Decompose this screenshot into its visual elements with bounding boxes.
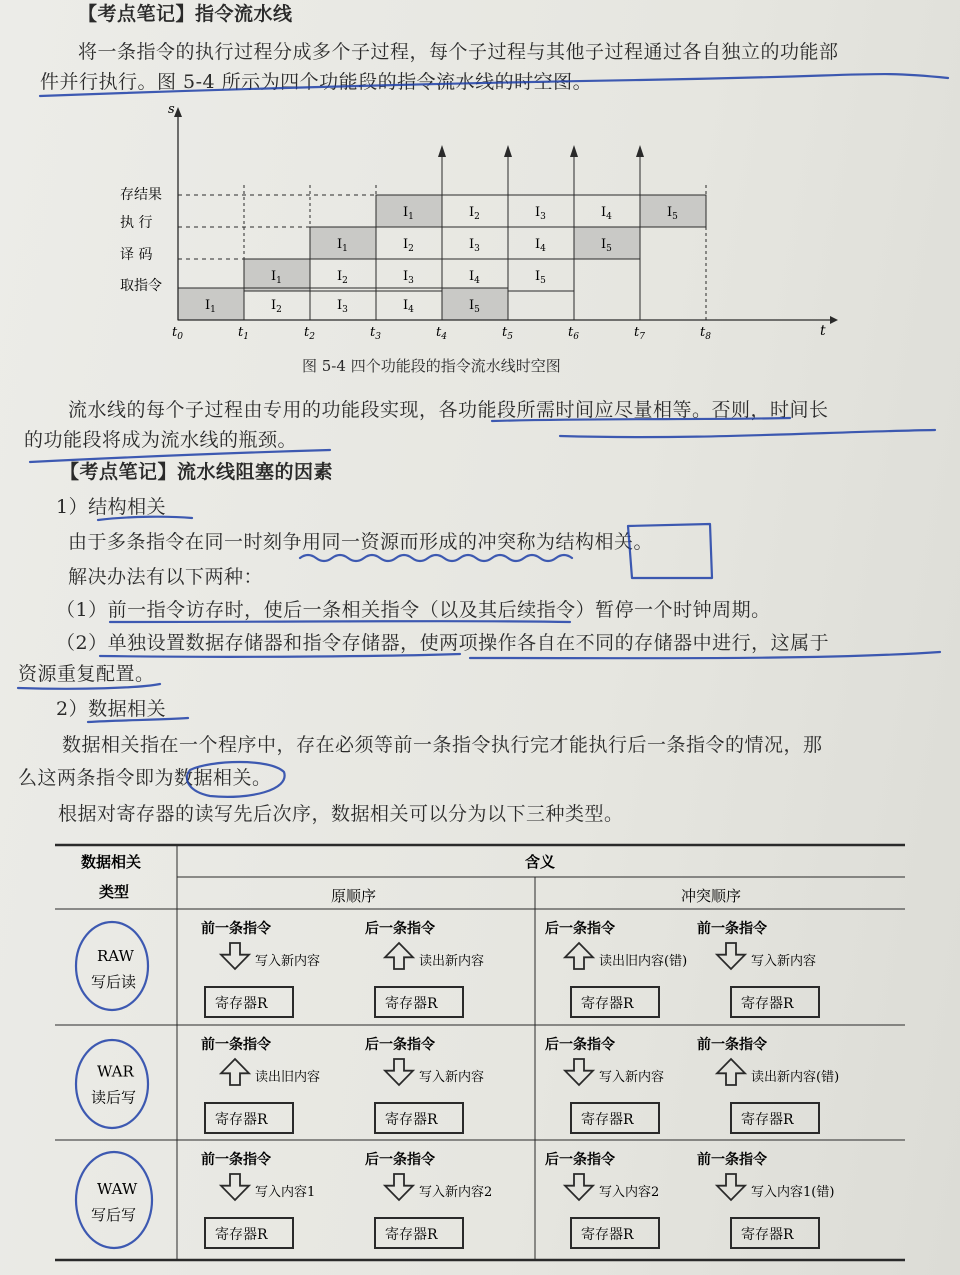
stage-label-2: 译 码 (120, 247, 153, 263)
stage-label-1: 执 行 (120, 215, 153, 231)
cell-label-3-1: $I_2$ (271, 298, 282, 315)
type-name-0: 写后读 (91, 973, 137, 991)
time-tick-t5: $t_5$ (502, 325, 513, 342)
cell-sub-0-1: 2 (474, 212, 480, 222)
cell-sub-0-3: 4 (606, 212, 612, 222)
time-tick-sub-t4: 4 (441, 332, 447, 342)
solution-method-2-line1: （2）单独设置数据存储器和指令存储器，使两项操作各自在不同的存储器中进行，这属于 (56, 632, 830, 654)
cell-label-0-2: $I_3$ (535, 205, 546, 222)
cell-sub-2-1: 2 (342, 276, 348, 286)
type-code-1: WAR (97, 1062, 134, 1081)
cell-label-3-2: $I_3$ (337, 298, 348, 315)
time-tick-sub-t6: 6 (573, 332, 579, 342)
cell-2-1 (310, 259, 376, 291)
arrow-down-orig-2-0 (221, 1174, 249, 1200)
cell-sub-3-4: 5 (474, 305, 480, 315)
time-guide-arrow-t7 (636, 145, 644, 157)
cell-label-0-4: $I_5$ (667, 205, 678, 222)
cell-label-1-3: $I_4$ (535, 237, 546, 254)
cell-label-1-4: $I_5$ (601, 237, 612, 254)
register-label-orig-1-1: 寄存器R (385, 1112, 438, 1128)
wavy-structural-def (300, 555, 572, 561)
register-label-conf-2-0: 寄存器R (581, 1227, 634, 1243)
cell-label-2-3: $I_4$ (469, 269, 480, 286)
cell-3-0 (178, 288, 244, 320)
time-tick-sub-t5: 5 (507, 332, 513, 342)
cell-3-3 (376, 288, 442, 320)
register-label-conf-0-0: 寄存器R (581, 996, 634, 1012)
cell-2-0 (244, 259, 310, 291)
register-label-orig-0-1: 寄存器R (385, 996, 438, 1012)
cell-sub-1-4: 5 (606, 244, 612, 254)
instr-title-orig-1-0: 前一条指令 (201, 1037, 271, 1053)
instr-title-orig-2-0: 前一条指令 (201, 1152, 271, 1168)
cell-label-1-0: $I_1$ (337, 237, 348, 254)
para2-line2: 的功能段将成为流水线的瓶颈。 (24, 429, 298, 451)
cell-sub-3-3: 4 (408, 305, 414, 315)
cell-sub-2-0: 1 (276, 276, 282, 286)
cell-label-3-0: $I_1$ (205, 298, 216, 315)
type-code-2: WAW (97, 1180, 138, 1198)
cell-sub-2-2: 3 (408, 276, 414, 286)
arrow-up-orig-0-1 (385, 943, 413, 969)
time-axis-arrow (830, 316, 838, 324)
op-label-conf-2-0: 写入内容2 (599, 1185, 660, 1200)
cell-sub-1-1: 2 (408, 244, 414, 254)
time-tick-t8: $t_8$ (700, 325, 711, 342)
header-type-line1: 数据相关 (81, 853, 142, 871)
time-tick-sub-t7: 7 (639, 332, 645, 342)
arrow-down-conf-2-1 (717, 1174, 745, 1200)
underline-bottleneck-2 (560, 430, 935, 437)
header-conflict-order: 冲突顺序 (681, 887, 742, 905)
op-label-orig-0-1: 读出新内容 (419, 954, 485, 969)
cell-sub-3-0: 1 (210, 305, 216, 315)
data-hazard-definition-line1: 数据相关指在一个程序中，存在必须等前一条指令执行完才能执行后一条指令的情况，那 (62, 734, 823, 756)
time-tick-t7: $t_7$ (634, 325, 645, 342)
heading-instruction-pipeline: 【考点笔记】指令流水线 (78, 3, 293, 25)
cell-0-4 (640, 195, 706, 227)
data-hazard-title: 2）数据相关 (56, 698, 167, 720)
instr-title-orig-1-1: 后一条指令 (365, 1037, 435, 1053)
time-tick-sub-t0: 0 (177, 332, 183, 342)
cell-label-1-1: $I_2$ (403, 237, 414, 254)
time-tick-sub-t2: 2 (309, 332, 315, 342)
op-label-orig-2-0: 写入内容1 (255, 1185, 316, 1200)
cell-sub-2-3: 4 (474, 276, 480, 286)
op-label-orig-0-0: 写入新内容 (255, 954, 321, 969)
cell-1-4 (574, 227, 640, 259)
time-tick-t3: $t_3$ (370, 325, 381, 342)
para1-line2: 件并行执行。图 5-4 所示为四个功能段的指令流水线的时空图。 (40, 71, 593, 93)
cell-label-2-2: $I_3$ (403, 269, 414, 286)
register-label-conf-1-0: 寄存器R (581, 1112, 634, 1128)
time-tick-sub-t3: 3 (375, 332, 381, 342)
cell-sub-0-4: 5 (672, 212, 678, 222)
instr-title-orig-2-1: 后一条指令 (365, 1152, 435, 1168)
cell-3-1 (244, 288, 310, 320)
arrow-up-conf-0-0 (565, 943, 593, 969)
instr-title-conf-0-1: 前一条指令 (697, 921, 767, 937)
cell-sub-2-4: 5 (540, 276, 546, 286)
cell-3-4 (442, 288, 508, 320)
cell-label-0-1: $I_2$ (469, 205, 480, 222)
structural-hazard-definition: 由于多条指令在同一时刻争用同一资源而形成的冲突称为结构相关。 (68, 531, 654, 553)
register-label-orig-2-1: 寄存器R (385, 1227, 438, 1243)
instr-title-conf-1-0: 后一条指令 (545, 1037, 615, 1053)
cell-0-2 (508, 195, 574, 227)
arrow-up-conf-1-1 (717, 1059, 745, 1085)
data-hazard-table (55, 845, 905, 1265)
cell-1-0 (310, 227, 376, 259)
cell-sub-1-3: 4 (540, 244, 546, 254)
header-meaning: 含义 (525, 853, 556, 871)
arrow-down-conf-0-1 (717, 943, 745, 969)
header-original-order: 原顺序 (331, 887, 377, 905)
cell-sub-3-1: 2 (276, 305, 282, 315)
op-label-conf-0-1: 写入新内容 (751, 954, 817, 969)
register-label-orig-1-0: 寄存器R (215, 1112, 268, 1128)
time-guide-arrow-t6 (570, 145, 578, 157)
data-hazard-types-intro: 根据对寄存器的读写先后次序，数据相关可以分为以下三种类型。 (58, 803, 624, 825)
cell-sub-0-0: 1 (408, 212, 414, 222)
cell-label-2-4: $I_5$ (535, 269, 546, 286)
time-axis-label: t (820, 323, 826, 339)
register-label-conf-0-1: 寄存器R (741, 996, 794, 1012)
cell-label-1-2: $I_3$ (469, 237, 480, 254)
cell-3-2 (310, 288, 376, 320)
instr-title-conf-2-0: 后一条指令 (545, 1152, 615, 1168)
header-type-line2: 类型 (99, 883, 130, 901)
cell-0-3 (574, 195, 640, 227)
stage-label-3: 取指令 (120, 278, 162, 294)
op-label-conf-1-1: 读出新内容(错) (751, 1070, 840, 1085)
time-tick-t6: $t_6$ (568, 325, 579, 342)
cell-0-1 (442, 195, 508, 227)
instr-title-conf-0-0: 后一条指令 (545, 921, 615, 937)
cell-2-2 (376, 259, 442, 291)
cell-1-3 (508, 227, 574, 259)
op-label-conf-0-0: 读出旧内容(错) (599, 954, 688, 969)
figure-caption: 图 5-4 四个功能段的指令流水线时空图 (302, 357, 561, 375)
instr-title-orig-0-0: 前一条指令 (201, 921, 271, 937)
cell-label-2-0: $I_1$ (271, 269, 282, 286)
stage-axis-arrow (174, 107, 182, 117)
solution-intro: 解决办法有以下两种： (68, 566, 264, 588)
type-name-1: 读后写 (91, 1088, 137, 1107)
cell-label-3-4: $I_5$ (469, 298, 480, 315)
solution-method-1: （1）前一指令访存时，使后一条相关指令（以及其后续指令）暂停一个时钟周期。 (56, 599, 771, 621)
op-label-orig-2-1: 写入新内容2 (419, 1185, 493, 1200)
op-label-orig-1-0: 读出旧内容 (255, 1070, 321, 1085)
instr-title-orig-0-1: 后一条指令 (365, 921, 435, 937)
time-tick-t4: $t_4$ (436, 325, 447, 342)
op-label-orig-1-1: 写入新内容 (419, 1070, 485, 1085)
heading-pipeline-stall: 【考点笔记】流水线阻塞的因素 (60, 461, 334, 483)
time-tick-t1: $t_1$ (238, 325, 249, 342)
cell-0-0 (376, 195, 442, 227)
cell-sub-1-0: 1 (342, 244, 348, 254)
time-tick-sub-t8: 8 (705, 332, 711, 342)
arrow-down-conf-2-0 (565, 1174, 593, 1200)
cell-label-0-3: $I_4$ (601, 205, 612, 222)
pipeline-space-time-diagram (120, 95, 850, 345)
cell-sub-1-2: 3 (474, 244, 480, 254)
instr-title-conf-2-1: 前一条指令 (697, 1152, 767, 1168)
type-name-2: 写后写 (91, 1206, 137, 1224)
op-label-conf-1-0: 写入新内容 (599, 1070, 665, 1085)
arrow-down-orig-2-1 (385, 1174, 413, 1200)
structural-hazard-title: 1）结构相关 (56, 496, 167, 518)
register-label-conf-1-1: 寄存器R (741, 1112, 794, 1128)
time-tick-sub-t1: 1 (243, 332, 249, 342)
time-guide-arrow-t4 (438, 145, 446, 157)
instr-title-conf-1-1: 前一条指令 (697, 1037, 767, 1053)
data-hazard-definition-line2: 么这两条指令即为数据相关。 (18, 767, 272, 789)
type-code-0: RAW (97, 947, 134, 965)
cell-label-0-0: $I_1$ (403, 205, 414, 222)
cell-label-2-1: $I_2$ (337, 269, 348, 286)
arrow-down-orig-1-1 (385, 1059, 413, 1085)
cell-label-3-3: $I_4$ (403, 298, 414, 315)
para2-line1: 流水线的每个子过程由专用的功能段实现，各功能段所需时间应尽量相等。否则，时间长 (68, 399, 829, 421)
op-label-conf-2-1: 写入内容1(错) (751, 1185, 835, 1200)
solution-method-2-line2: 资源重复配置。 (18, 663, 155, 685)
cell-2-3 (442, 259, 508, 291)
register-label-orig-0-0: 寄存器R (215, 996, 268, 1012)
cell-sub-3-2: 3 (342, 305, 348, 315)
cell-2-4 (508, 259, 574, 291)
register-label-conf-2-1: 寄存器R (741, 1227, 794, 1243)
arrow-down-conf-1-0 (565, 1059, 593, 1085)
cell-1-2 (442, 227, 508, 259)
arrow-up-orig-1-0 (221, 1059, 249, 1085)
stage-label-0: 存结果 (120, 187, 162, 203)
arrow-down-orig-0-0 (221, 943, 249, 969)
cell-1-1 (376, 227, 442, 259)
time-tick-t0: $t_0$ (172, 325, 183, 342)
stage-axis-label: s (168, 102, 175, 117)
register-label-orig-2-0: 寄存器R (215, 1227, 268, 1243)
time-guide-arrow-t5 (504, 145, 512, 157)
time-tick-t2: $t_2$ (304, 325, 315, 342)
para1-line1: 将一条指令的执行过程分成多个子过程，每个子过程与其他子过程通过各自独立的功能部 (78, 41, 839, 63)
cell-sub-0-2: 3 (540, 212, 546, 222)
